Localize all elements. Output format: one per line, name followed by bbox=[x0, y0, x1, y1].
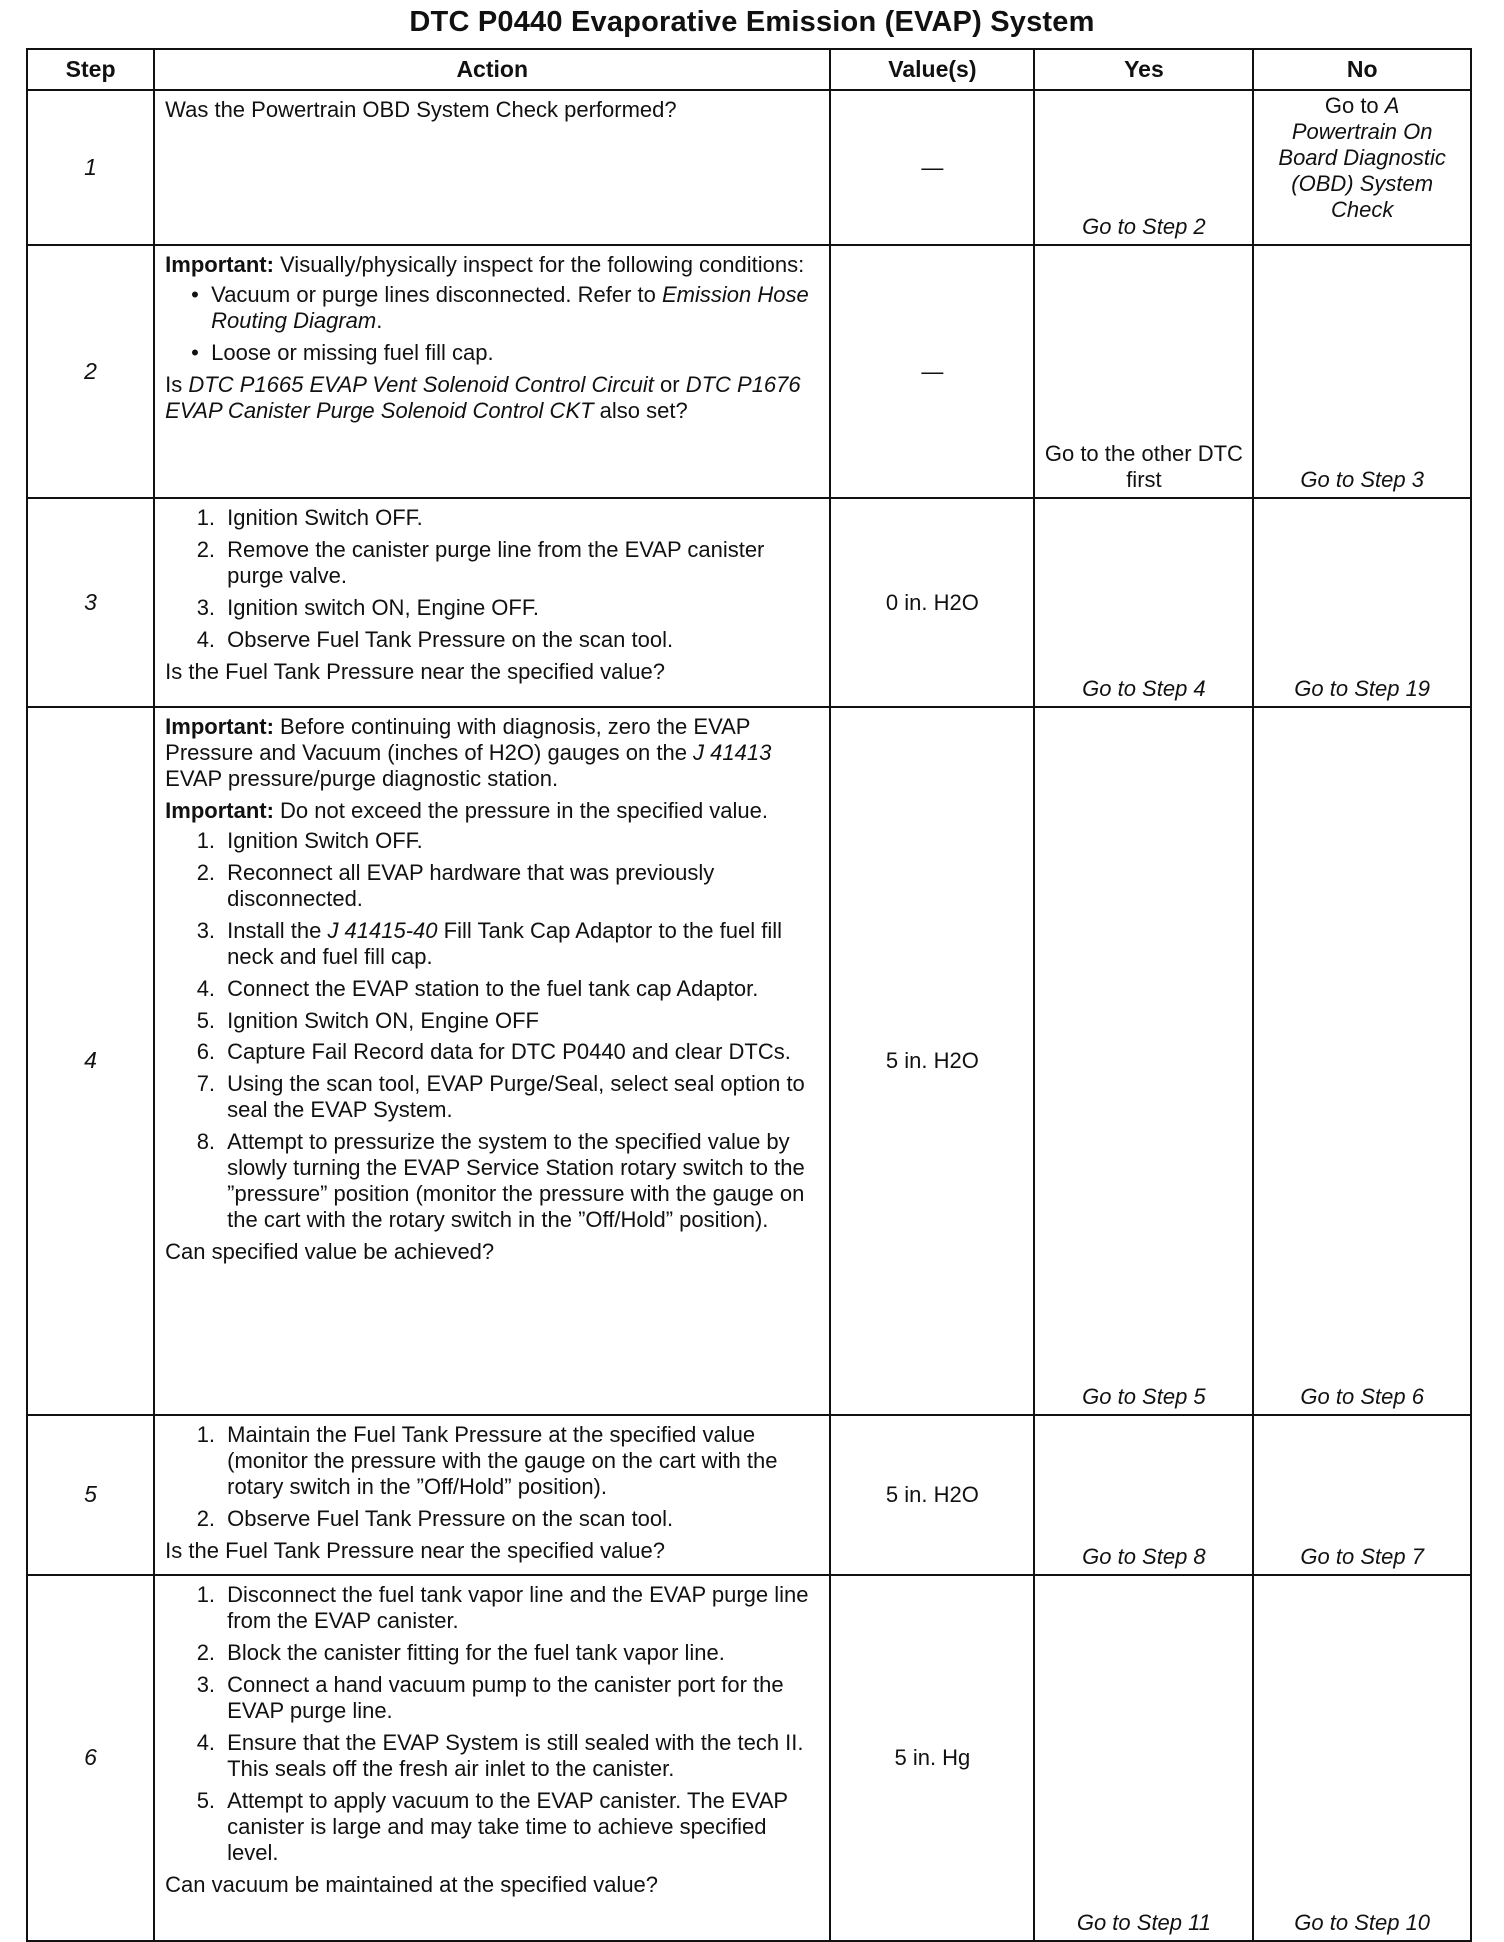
list-item: 4. Connect the EVAP station to the fuel tank cap Adaptor. bbox=[221, 976, 821, 1002]
yes-cell bbox=[1034, 707, 1253, 1415]
no-link: Go to Step 19 bbox=[1294, 676, 1431, 702]
no-link: Go to Step 10 bbox=[1294, 1910, 1431, 1936]
list-item: 3. Connect a hand vacuum pump to the canister port for the EVAP purge line. bbox=[221, 1672, 821, 1724]
yes-link: Go to Step 5 bbox=[1082, 1384, 1206, 1410]
step-number: 2 bbox=[27, 245, 154, 498]
important-note bbox=[165, 252, 821, 278]
procedure-list bbox=[165, 1422, 821, 1532]
table-row bbox=[27, 498, 1471, 707]
list-item: 1. Ignition Switch OFF. bbox=[221, 828, 821, 854]
diagnostic-table bbox=[26, 48, 1472, 1942]
q-prefix: Is bbox=[165, 371, 189, 397]
step-question: Can vacuum be maintained at the specified value? bbox=[165, 1871, 659, 1897]
bullet-end: . bbox=[376, 307, 383, 333]
step-number: 1 bbox=[27, 90, 154, 245]
table-row bbox=[27, 707, 1471, 1415]
important-text: Before continuing with diagnosis, zero the EVAP Pressure and Vacuum (inches of H2O) gauges on the bbox=[165, 714, 751, 765]
action-cell bbox=[154, 1575, 830, 1941]
yes-cell bbox=[1034, 498, 1253, 707]
list-item: 7. Using the scan tool, EVAP Purge/Seal, select seal option to seal the EVAP System. bbox=[221, 1071, 821, 1123]
condition-list bbox=[165, 282, 821, 366]
q-end: also set? bbox=[593, 397, 688, 423]
step-question: Is the Fuel Tank Pressure near the specified value? bbox=[165, 1537, 665, 1563]
step-question: Is the Fuel Tank Pressure near the specified value? bbox=[165, 658, 665, 684]
step-question: Can specified value be achieved? bbox=[165, 1239, 495, 1265]
yes-link: Go to Step 2 bbox=[1082, 214, 1206, 240]
list-item: 5. Attempt to apply vacuum to the EVAP canister. The EVAP canister is large and may take time to achieve specified level. bbox=[221, 1788, 821, 1866]
important-label: Important: bbox=[165, 714, 274, 739]
table-row bbox=[27, 245, 1471, 498]
list-item bbox=[211, 282, 821, 334]
action-cell bbox=[154, 1415, 830, 1575]
list-item: 1. Ignition Switch OFF. bbox=[221, 505, 821, 531]
yes-cell bbox=[1034, 1575, 1253, 1941]
header-action: Action bbox=[154, 49, 830, 90]
header-row bbox=[27, 49, 1471, 90]
q-ref-1: DTC P1665 EVAP Vent Solenoid Control Circuit bbox=[188, 371, 654, 397]
important-text-end: EVAP pressure/purge diagnostic station. bbox=[165, 765, 559, 791]
yes-text: Go to the other DTC first bbox=[1044, 441, 1243, 493]
no-cell bbox=[1253, 707, 1471, 1415]
list-item: 1. Maintain the Fuel Tank Pressure at the specified value (monitor the pressure with the gauge on the cart with the rotary switch in the ”Off/Hold” position). bbox=[221, 1422, 821, 1500]
q-mid: or bbox=[653, 371, 686, 397]
list-item bbox=[221, 918, 821, 970]
no-link: Go to Step 3 bbox=[1300, 467, 1424, 493]
value-cell: 5 in. H2O bbox=[830, 707, 1034, 1415]
procedure-list bbox=[165, 1582, 821, 1866]
header-no: No bbox=[1253, 49, 1471, 90]
header-values: Value(s) bbox=[830, 49, 1034, 90]
step-number: 3 bbox=[27, 498, 154, 707]
item-text-end: Fill Tank Cap Adaptor to the fuel fill neck and fuel fill cap. bbox=[227, 917, 782, 969]
value-cell: 5 in. Hg bbox=[830, 1575, 1034, 1941]
step-number: 4 bbox=[27, 707, 154, 1415]
yes-cell bbox=[1034, 1415, 1253, 1575]
yes-cell bbox=[1034, 245, 1253, 498]
yes-cell bbox=[1034, 90, 1253, 245]
header-step: Step bbox=[27, 49, 154, 90]
action-cell bbox=[154, 707, 830, 1415]
tool-ref: J 41413 bbox=[693, 739, 772, 765]
step-number: 6 bbox=[27, 1575, 154, 1941]
list-item: 2. Observe Fuel Tank Pressure on the scan tool. bbox=[221, 1506, 821, 1532]
yes-link: Go to Step 4 bbox=[1082, 676, 1206, 702]
procedure-list bbox=[165, 828, 821, 1233]
value-cell: 0 in. H2O bbox=[830, 498, 1034, 707]
list-item: 6. Capture Fail Record data for DTC P0440 and clear DTCs. bbox=[221, 1039, 821, 1065]
no-cell bbox=[1253, 245, 1471, 498]
important-note bbox=[165, 798, 821, 824]
yes-link: Go to Step 8 bbox=[1082, 1544, 1206, 1570]
q-ref-2: DTC P1676 EVAP Canister Purge Solenoid Control CKT bbox=[165, 371, 801, 423]
procedure-list bbox=[165, 505, 821, 653]
value-cell: — bbox=[830, 245, 1034, 498]
no-cell bbox=[1253, 90, 1471, 245]
list-item: 4. Ensure that the EVAP System is still sealed with the tech II. This seals off the fresh air inlet to the canister. bbox=[221, 1730, 821, 1782]
list-item: • Loose or missing fuel fill cap. bbox=[211, 340, 821, 366]
list-item: 1. Disconnect the fuel tank vapor line and the EVAP purge line from the EVAP canister. bbox=[221, 1582, 821, 1634]
step-question: Was the Powertrain OBD System Check performed? bbox=[165, 97, 677, 122]
bullet-text: Vacuum or purge lines disconnected. Refer to bbox=[211, 281, 662, 307]
action-cell bbox=[154, 245, 830, 498]
list-item: 2. Reconnect all EVAP hardware that was previously disconnected. bbox=[221, 860, 821, 912]
table-row bbox=[27, 1415, 1471, 1575]
no-text-rest: Powertrain On Board Diagnostic (OBD) System Check bbox=[1278, 118, 1446, 222]
list-item: 8. Attempt to pressurize the system to the specified value by slowly turning the EVAP Service Station rotary switch to the ”pressure” position (monitor the pressure with the gauge on the cart with the rotary switch in the ”Off/Hold” position). bbox=[221, 1129, 821, 1233]
table-row bbox=[27, 1575, 1471, 1941]
list-item: 2. Remove the canister purge line from the EVAP canister purge valve. bbox=[221, 537, 821, 589]
list-item: 3. Ignition switch ON, Engine OFF. bbox=[221, 595, 821, 621]
important-note bbox=[165, 714, 821, 792]
step-number: 5 bbox=[27, 1415, 154, 1575]
header-yes: Yes bbox=[1034, 49, 1253, 90]
step-question bbox=[165, 372, 821, 424]
no-link: Go to Step 7 bbox=[1300, 1544, 1424, 1570]
bullet-ref: Emission Hose Routing Diagram bbox=[211, 281, 809, 333]
important-text: Do not exceed the pressure in the specified value. bbox=[273, 797, 768, 823]
yes-link: Go to Step 11 bbox=[1076, 1910, 1211, 1936]
no-text-prefix: Go to bbox=[1324, 93, 1385, 118]
no-text-ref: A bbox=[1384, 93, 1400, 118]
no-link: Go to Step 6 bbox=[1300, 1384, 1424, 1410]
value-cell: 5 in. H2O bbox=[830, 1415, 1034, 1575]
important-label: Important: bbox=[165, 797, 274, 823]
value-cell: — bbox=[830, 90, 1034, 245]
action-cell bbox=[154, 498, 830, 707]
important-label: Important: bbox=[165, 252, 274, 277]
item-text: Install the bbox=[227, 917, 328, 943]
no-cell bbox=[1253, 1415, 1471, 1575]
no-cell bbox=[1253, 1575, 1471, 1941]
document-title: DTC P0440 Evaporative Emission (EVAP) System bbox=[409, 6, 1095, 38]
important-text: Visually/physically inspect for the following conditions: bbox=[273, 252, 805, 277]
no-cell bbox=[1253, 498, 1471, 707]
list-item: 5. Ignition Switch ON, Engine OFF bbox=[221, 1008, 821, 1034]
list-item: 2. Block the canister fitting for the fuel tank vapor line. bbox=[221, 1640, 821, 1666]
tool-ref: J 41415-40 bbox=[327, 917, 438, 943]
table-row bbox=[27, 90, 1471, 245]
list-item: 4. Observe Fuel Tank Pressure on the scan tool. bbox=[221, 627, 821, 653]
action-cell bbox=[154, 90, 830, 245]
